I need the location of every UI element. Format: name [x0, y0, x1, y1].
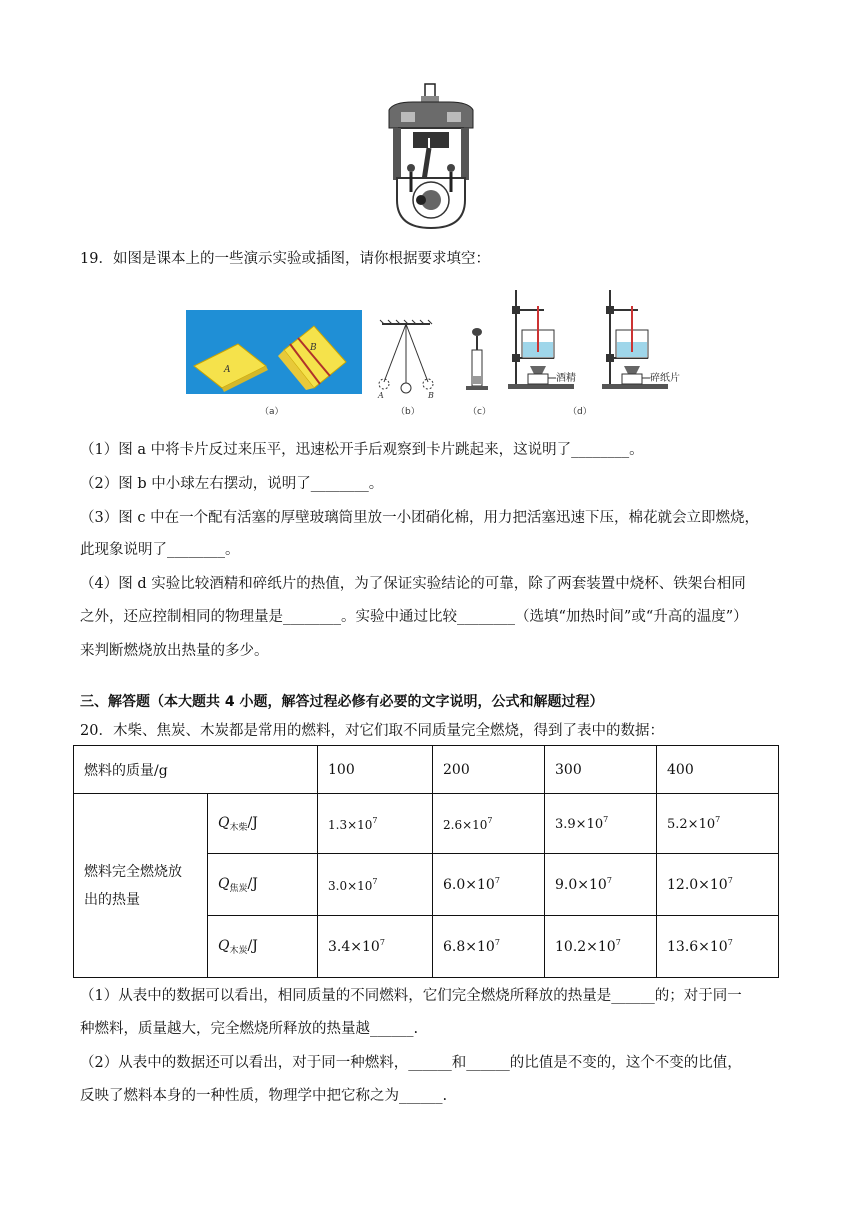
caption-c: （c） — [468, 407, 491, 417]
fig-a-card — [186, 310, 362, 394]
fig-d-alcohol-label: 酒精 — [556, 373, 576, 384]
q20-part1-line2: 种燃料，质量越大，完全燃烧所释放的热量越______. — [80, 1021, 419, 1037]
q19-part3-line1: （3）图 c 中在一个配有活塞的厚壁玻璃筒里放一小团硝化棉，用力把活塞迅速下压，棉花就会立即燃烧， — [80, 510, 760, 526]
q19-part2: （2）图 b 中小球左右摆动，说明了________。 — [80, 476, 384, 492]
q19-part4-line3: 来判断燃烧放出热量的多少。 — [80, 643, 269, 659]
table-header-row — [74, 746, 779, 794]
table-cell: $3.9\times 10^7$ — [545, 794, 657, 854]
q20-part2-line1: （2）从表中的数据还可以看出，对于同一种燃料，______和______的比值是不变的，这个不变的比值， — [80, 1055, 742, 1071]
table-cell: $3.4\times 10^7$ — [318, 916, 433, 978]
q20-stem: 20．木柴、焦炭、木炭都是常用的燃料，对它们取不同质量完全燃烧，得到了表中的数据： — [80, 723, 664, 739]
q19-part4-line2: 之外，还应控制相同的物理量是________。实验中通过比较________（选填“加热时间”或“升高的温度”） — [80, 609, 748, 625]
engine-diagram — [383, 82, 479, 232]
section-heading: 三、解答题（本大题共 4 小题，解答过程必修有必要的文字说明，公式和解题过程） — [80, 694, 604, 710]
caption-a: （a） — [260, 407, 284, 417]
q19-stem: 19．如图是课本上的一些演示实验或插图，请你根据要求填空： — [80, 251, 490, 267]
fig-a-label-B: B — [310, 343, 317, 353]
heat-group-label-line1: 燃料完全燃烧放 — [84, 863, 182, 880]
q20-part2-line2: 反映了燃料本身的一种性质，物理学中把它称之为______. — [80, 1088, 448, 1104]
q19-part4-line1: （4）图 d 实验比较酒精和碎纸片的热值，为了保证实验结论的可靠，除了两套装置中烧杯、铁架台相同 — [80, 576, 746, 592]
fig-d-paper-label: 碎纸片 — [650, 373, 680, 384]
q-firewood-label: $Q_{木柴}/J$ — [208, 794, 318, 854]
q-coke-label: $Q_{焦炭}/J$ — [208, 854, 318, 916]
table-cell: $3.0\times 10^7$ — [318, 854, 433, 916]
caption-b: （b） — [396, 407, 420, 417]
table-cell: $6.0\times 10^7$ — [433, 854, 545, 916]
table-cell: $13.6\times 10^7$ — [657, 916, 779, 978]
q20-part1-line1: （1）从表中的数据可以看出，相同质量的不同燃料，它们完全燃烧所释放的热量是______的；对于同一 — [80, 988, 742, 1004]
fig-c-piston — [462, 326, 492, 392]
fig-b-label-B: B — [428, 391, 434, 400]
heat-group-label-line2: 出的热量 — [84, 891, 140, 908]
mass-300: 300 — [545, 746, 657, 794]
q-charcoal-label: $Q_{木炭}/J$ — [208, 916, 318, 978]
q19-part3-line2: 此现象说明了________。 — [80, 542, 240, 558]
fig-a-label-A: A — [224, 365, 231, 375]
table-cell: $9.0\times 10^7$ — [545, 854, 657, 916]
table-row — [74, 794, 779, 854]
q19-part1: （1）图 a 中将卡片反过来压平，迅速松开手后观察到卡片跳起来，这说明了________。 — [80, 442, 644, 458]
fuel-heat-table — [73, 745, 779, 978]
mass-200: 200 — [433, 746, 545, 794]
fig-b-label-A: A — [378, 391, 384, 400]
fig-d-setup — [504, 286, 692, 392]
mass-header: 燃料的质量/g — [74, 746, 318, 794]
table-cell: $12.0\times 10^7$ — [657, 854, 779, 916]
table-cell: $5.2\times 10^7$ — [657, 794, 779, 854]
table-cell: $1.3\times 10^7$ — [318, 794, 433, 854]
table-cell: $6.8\times 10^7$ — [433, 916, 545, 978]
heat-group-label — [74, 794, 208, 978]
mass-100: 100 — [318, 746, 433, 794]
caption-d: （d） — [568, 407, 592, 417]
table-cell: $10.2\times 10^7$ — [545, 916, 657, 978]
mass-400: 400 — [657, 746, 779, 794]
fig-b-pendulum — [372, 318, 442, 400]
table-cell: $2.6\times 10^7$ — [433, 794, 545, 854]
